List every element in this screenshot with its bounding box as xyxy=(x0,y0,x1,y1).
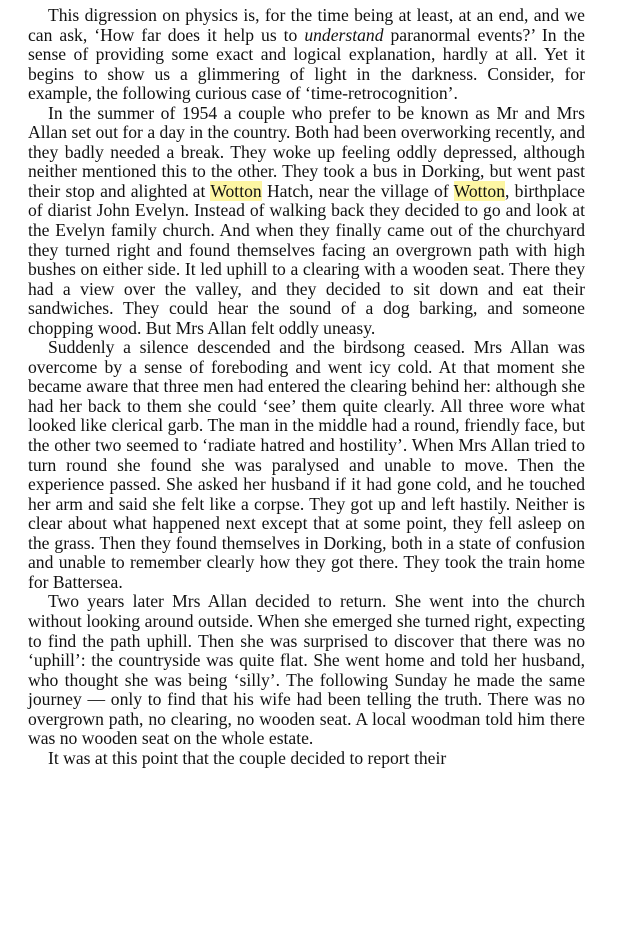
search-highlight: Wotton xyxy=(210,180,262,201)
search-highlight: Wotton xyxy=(453,180,505,201)
text-run: It was at this point that the couple decided to report their xyxy=(48,747,447,768)
paragraph-4 xyxy=(28,592,585,748)
paragraph-5 xyxy=(28,749,585,769)
text-run: Two years later Mrs Allan decided to return. She went into the church without looking around outside. When she emerged she turned right, expecting to find the path uphill. Then she was surprised to discover that there was no ‘uphill’: the countryside was quite flat. She went home and told her husband, who thought she was being ‘silly’. The following Sunday he made the same journey — only to find that his wife had been telling the truth. There was no overgrown path, no clearing, no wooden seat. A local woodman told him there was no wooden seat on the whole estate. xyxy=(28,591,585,749)
document-page xyxy=(28,6,585,768)
paragraph-2 xyxy=(28,104,585,339)
text-run: , birthplace of diarist John Evelyn. Instead of walking back they decided to go and look at the Evelyn family church. And when they finally came out of the churchyard they turned right and found themselves facing an overgrown path with high bushes on either side. It led uphill to a clearing with a wooden seat. There they had a view over the valley, and they decided to sit down and eat their sandwiches. They could hear the sound of a dog barking, and someone chopping wood. But Mrs Allan felt oddly uneasy. xyxy=(28,180,585,338)
text-run: Suddenly a silence descended and the birdsong ceased. Mrs Allan was overcome by a sense of foreboding and went icy cold. At that moment she became aware that three men had entered the clearing behind her: although she had her back to them she could ‘see’ them quite clearly. All three wore what looked like clerical garb. The man in the middle had a round, friendly face, but the other two seemed to ‘radiate hatred and hostility’. When Mrs Allan tried to turn round she found she was paralysed and unable to move. Then the experience passed. She asked her husband if it had gone cold, and he touched her arm and said she felt like a corpse. They got up and left hastily. Neither is clear about what happened next except that at some point, they fell asleep on the grass. Then they found themselves in Dorking, both in a state of confusion and unable to remember clearly how they got there. They took the train home for Battersea. xyxy=(28,337,585,592)
text-run: In the summer of 1954 a couple who prefer to be known as Mr and Mrs Allan set out for a day in the country. Both had been overworking recently, and they badly needed a break. They woke up feeling oddly depressed, although neither mentioned this to the other. They took a bus in Dorking, but went past their stop and alighted at xyxy=(28,102,585,201)
paragraph-3 xyxy=(28,338,585,592)
emphasis-text: understand xyxy=(304,24,384,45)
text-run: This digression on physics is, for the time being at least, at an end, and we can ask, ‘How far does it help us to xyxy=(28,5,585,45)
paragraph-1 xyxy=(28,6,585,104)
text-run: paranormal events?’ In the sense of providing some exact and logical explanation, hardly at all. Yet it begins to show us a glimmering of light in the darkness. Consider, for example, the following curious case of ‘time-retrocognition’. xyxy=(28,24,585,104)
text-run: Hatch, near the village of xyxy=(261,180,454,201)
